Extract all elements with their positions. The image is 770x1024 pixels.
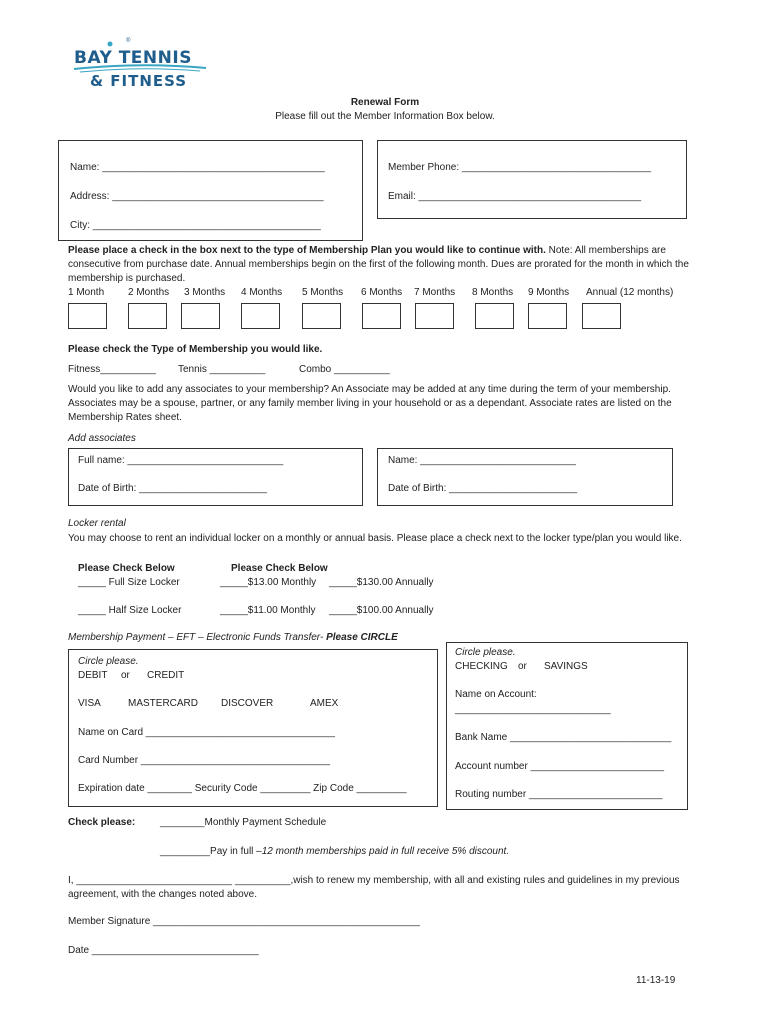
payment-heading-text: Membership Payment – EFT – Electronic Funds Transfer- xyxy=(68,632,327,643)
name-on-card-field[interactable]: Name on Card __________________________________ xyxy=(78,727,335,738)
add-associates-heading: Add associates xyxy=(68,433,136,444)
email-field[interactable]: Email: ________________________________________ xyxy=(388,191,642,202)
name-on-account-label: Name on Account: xyxy=(455,689,537,700)
combo-option[interactable]: Combo __________ xyxy=(299,364,390,375)
full-locker-annual-option[interactable]: _____$130.00 Annually xyxy=(329,577,434,588)
name-field[interactable]: Name: ________________________________________ xyxy=(70,162,325,173)
plan-option-annual-label: Annual (12 months) xyxy=(586,287,674,298)
savings-option[interactable]: SAVINGS xyxy=(544,661,588,672)
plan-option-7-label: 7 Months xyxy=(414,287,456,298)
full-locker-monthly-option[interactable]: _____$13.00 Monthly xyxy=(220,577,317,588)
name-on-account-field[interactable]: ____________________________ xyxy=(455,704,611,715)
full-size-locker-option[interactable]: _____ Full Size Locker xyxy=(78,577,180,588)
routing-number-field[interactable]: Routing number ________________________ xyxy=(455,789,663,800)
plan-option-5-label: 5 Months xyxy=(302,287,344,298)
mastercard-option[interactable]: MASTERCARD xyxy=(128,698,199,709)
check-please-label: Check please: xyxy=(68,817,136,828)
half-locker-annual-option[interactable]: _____$100.00 Annually xyxy=(329,605,434,616)
payment-heading-bold: Please CIRCLE xyxy=(326,632,398,643)
fitness-option[interactable]: Fitness__________ xyxy=(68,364,156,375)
plan-checkbox-2[interactable] xyxy=(128,303,167,329)
payment-heading xyxy=(68,632,398,643)
locker-text: You may choose to rent an individual locker on a monthly or annual basis. Please place a check next to the locker type/plan you would like. xyxy=(68,533,682,544)
footer-revision-date: 11-13-19 xyxy=(636,975,676,986)
card-circle-instruction: Circle please. xyxy=(78,656,139,667)
plan-instruction-bold: Please place a check in the box next to the type of Membership Plan you would like to continue with. xyxy=(68,245,546,256)
plan-option-2-label: 2 Months xyxy=(128,287,170,298)
bank-circle-instruction: Circle please. xyxy=(455,647,516,658)
half-size-locker-option[interactable]: _____ Half Size Locker xyxy=(78,605,182,616)
account-number-field[interactable]: Account number ________________________ xyxy=(455,761,665,772)
discover-option[interactable]: DISCOVER xyxy=(221,698,274,709)
date-field[interactable]: Date ______________________________ xyxy=(68,945,259,956)
member-info-box-right xyxy=(377,140,687,219)
checking-savings-or: or xyxy=(518,661,527,672)
logo xyxy=(70,38,210,94)
logo-registered: ® xyxy=(126,38,131,44)
renewal-agreement-text: I, ____________________________ __________,wish to renew my membership, with all and existing rules and guidelines in my previous agreement, with the changes noted above. xyxy=(68,875,680,900)
tennis-option[interactable]: Tennis __________ xyxy=(178,364,266,375)
plan-option-4-label: 4 Months xyxy=(241,287,283,298)
form-subtitle: Please fill out the Member Information Box below. xyxy=(275,111,495,122)
monthly-payment-option[interactable]: ________Monthly Payment Schedule xyxy=(160,817,327,828)
credit-option[interactable]: CREDIT xyxy=(147,670,185,681)
city-field[interactable]: City: _________________________________________ xyxy=(70,220,321,231)
member-signature-field[interactable]: Member Signature ________________________________________________ xyxy=(68,916,420,927)
half-locker-monthly-option[interactable]: _____$11.00 Monthly xyxy=(220,605,316,616)
plan-checkbox-6[interactable] xyxy=(362,303,401,329)
plan-option-3-label: 3 Months xyxy=(184,287,226,298)
plan-option-1-label: 1 Month xyxy=(68,287,105,298)
pay-in-full-label: _________Pay in full – xyxy=(160,846,262,857)
locker-col2-heading: Please Check Below xyxy=(231,563,328,574)
card-number-field[interactable]: Card Number __________________________________ xyxy=(78,755,330,766)
plan-instruction xyxy=(68,244,693,286)
plan-checkbox-1[interactable] xyxy=(68,303,107,329)
bank-name-field[interactable]: Bank Name _____________________________ xyxy=(455,732,672,743)
associate-name-field[interactable]: Name: ____________________________ xyxy=(388,455,576,466)
plan-checkbox-8[interactable] xyxy=(475,303,514,329)
associates-text: Would you like to add any associates to your membership? An Associate may be added at any time during the term of your membership. Associates may be a spouse, partner, or any family member living in your household or as a dependant. Associate rates are listed on the Membership Rates sheet. xyxy=(68,384,672,423)
plan-checkbox-4[interactable] xyxy=(241,303,280,329)
locker-heading: Locker rental xyxy=(68,518,126,529)
plan-checkbox-7[interactable] xyxy=(415,303,454,329)
pay-in-full-option[interactable] xyxy=(160,846,509,857)
plan-checkbox-9[interactable] xyxy=(528,303,567,329)
logo-line1: BAY TENNIS xyxy=(74,48,192,68)
plan-instruction-note: Note: All memberships are consecutive from purchase date. Annual memberships begin on the first of the following month. Dues are prorated for the month in which the membership is purchased. xyxy=(68,245,689,284)
plan-checkbox-5[interactable] xyxy=(302,303,341,329)
expiration-security-zip-field[interactable]: Expiration date ________ Security Code _________ Zip Code _________ xyxy=(78,783,407,794)
address-field[interactable]: Address: ______________________________________ xyxy=(70,191,324,202)
debit-option[interactable]: DEBIT xyxy=(78,670,108,681)
membership-type-heading: Please check the Type of Membership you would like. xyxy=(68,344,323,355)
logo-line2: & FITNESS xyxy=(90,72,188,90)
plan-option-6-label: 6 Months xyxy=(361,287,403,298)
pay-in-full-discount-note: 12 month memberships paid in full receive 5% discount. xyxy=(261,846,510,857)
amex-option[interactable]: AMEX xyxy=(310,698,339,709)
checking-option[interactable]: CHECKING xyxy=(455,661,508,672)
plan-option-9-label: 9 Months xyxy=(528,287,570,298)
associate-dob-field-2[interactable]: Date of Birth: _______________________ xyxy=(388,483,578,494)
debit-credit-or: or xyxy=(121,670,130,681)
visa-option[interactable]: VISA xyxy=(78,698,101,709)
plan-checkbox-3[interactable] xyxy=(181,303,220,329)
plan-option-8-label: 8 Months xyxy=(472,287,514,298)
form-title: Renewal Form xyxy=(350,97,420,108)
plan-checkbox-annual[interactable] xyxy=(582,303,621,329)
associate-dob-field-1[interactable]: Date of Birth: _______________________ xyxy=(78,483,268,494)
locker-col1-heading: Please Check Below xyxy=(78,563,175,574)
member-phone-field[interactable]: Member Phone: __________________________________ xyxy=(388,162,652,173)
associate-full-name-field[interactable]: Full name: ____________________________ xyxy=(78,455,284,466)
